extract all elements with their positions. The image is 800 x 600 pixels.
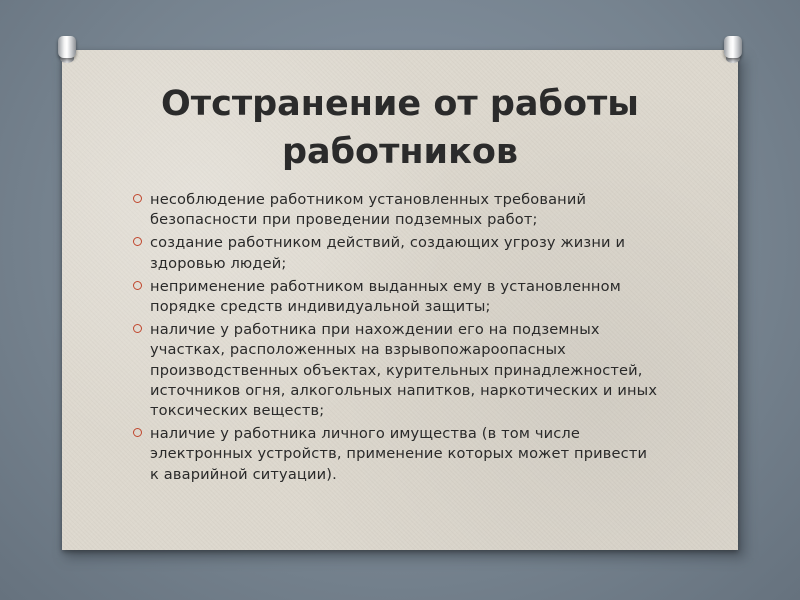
slide-title: Отстранение от работы работников [161, 84, 639, 172]
list-item-text: создание работником действий, создающих угрозу жизни и здоровью людей; [150, 234, 626, 272]
pushpin-head [724, 36, 742, 58]
pushpin-icon [724, 36, 742, 66]
list-item [130, 320, 660, 421]
list-item-text: наличие у работника при нахождении его на подземных участках, расположенных на взрывопожароопасных производственных объектах, курительных принадлежностей, источников огня, алкогольных напитков, наркотических и иных токсических веществ; [150, 321, 658, 420]
list-item-text: наличие у работника личного имущества (в том числе электронных устройств, применение которых может привести к аварийной ситуации). [150, 425, 648, 483]
circle-bullet-icon [133, 281, 142, 290]
circle-bullet-icon [133, 428, 142, 437]
circle-bullet-icon [133, 324, 142, 333]
list-item-text: несоблюдение работником установленных требований безопасности при проведении подземных работ; [150, 191, 587, 229]
list-item [130, 277, 660, 317]
list-item [130, 233, 660, 273]
list-item [130, 424, 660, 485]
list-item [130, 190, 660, 230]
pushpin-icon [58, 36, 76, 66]
bullet-list [130, 190, 660, 488]
circle-bullet-icon [133, 237, 142, 246]
circle-bullet-icon [133, 194, 142, 203]
list-item-text: неприменение работником выданных ему в установленном порядке средств индивидуальной защиты; [150, 277, 621, 316]
pushpin-head [58, 36, 76, 58]
